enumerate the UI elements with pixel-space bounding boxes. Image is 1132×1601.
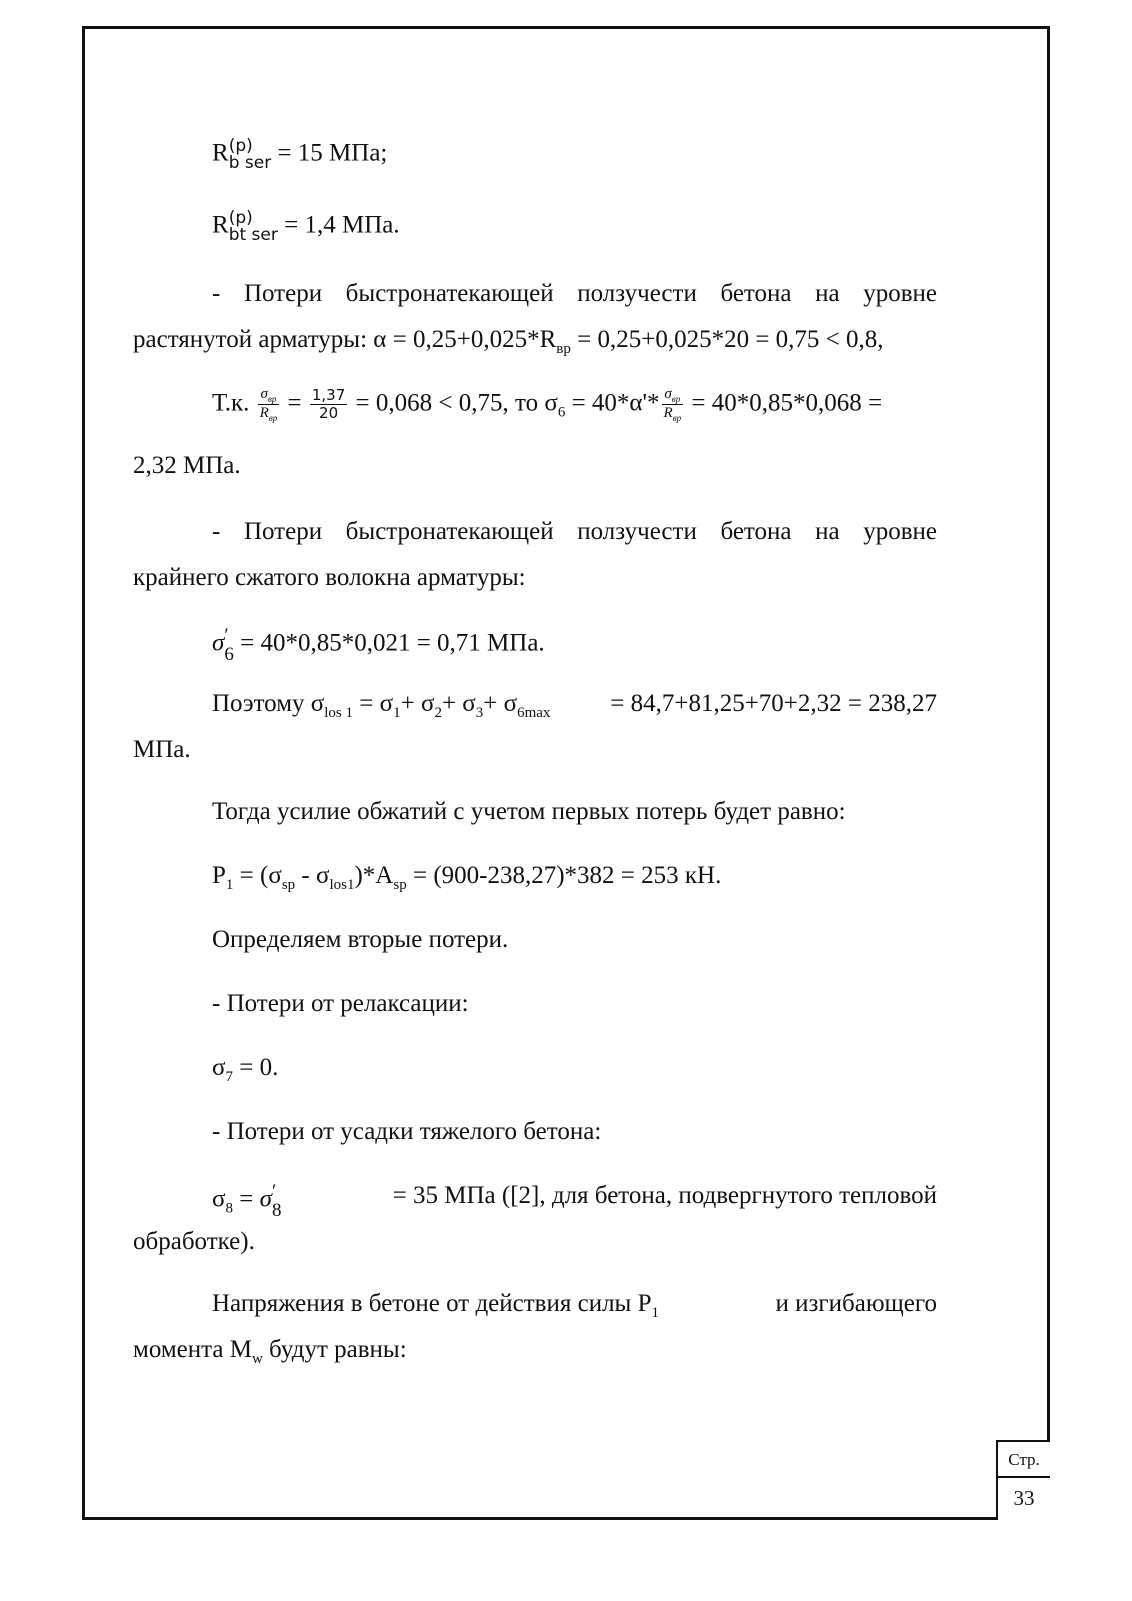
subscript: 6max [517,705,551,721]
text-span: = (900-238,27)*382 = 253 кН. [406,862,722,889]
formula-subscript: 6 [224,644,234,665]
formula-left [212,690,550,722]
formula-p1 [212,862,721,894]
text-span: момента M [133,1336,252,1363]
formula-symbol: σ [212,629,225,657]
subscript: 2 [434,705,442,721]
subscript: 6 [557,404,566,421]
text-span: σ [212,1054,226,1081]
fraction-numeric [310,387,347,423]
subscript: los 1 [324,705,354,721]
subscript: вр [671,394,681,404]
text-span: = 40*α'* [565,389,660,417]
fraction-denominator: R [259,405,269,422]
text-span: будут равны: [262,1336,407,1363]
paragraph-line: - Потери быстронатекающей ползучести бетона на уровне [212,280,937,307]
text-span: )*A [354,862,394,889]
formula-indices [224,626,234,664]
subscript: вр [268,413,278,424]
text-span: P [212,862,226,889]
fraction-sigma-r [662,386,684,424]
text-span: Напряжения в бетоне от действия силы P [212,1290,652,1317]
subscript: 8 [225,1200,233,1217]
text-span: = [232,1185,260,1213]
paragraph-line: обработке). [133,1228,255,1255]
formula-subscript: b ser [228,153,272,173]
fraction-numerator: σ [260,386,268,402]
paragraph-line [133,1336,407,1368]
formula-value: = 1,4 МПа. [277,211,400,239]
prime-mark: ′ [271,1181,277,1202]
page-number-stamp [996,1440,1050,1520]
formula-symbol: R [212,211,229,239]
text-span: σ [212,1185,226,1213]
text-left [212,1290,659,1322]
subscript: 3 [475,705,484,721]
paragraph-line [212,1290,937,1322]
formula-symbol: σ [259,1185,272,1213]
subscript: вр [267,394,277,404]
paragraph-line: Определяем вторые потери. [212,926,509,953]
formula-line-sigma6 [212,386,937,424]
text-span: = 0,068 < 0,75, то σ [349,389,558,417]
subscript: вр [556,341,571,357]
page-number: 33 [1013,1486,1035,1510]
formula-sigma7 [212,1054,278,1086]
subscript: sp [393,877,407,893]
paragraph-line: Тогда усилие обжатий с учетом первых потерь будет равно: [212,798,846,825]
text-span: + σ [483,690,518,717]
formula-indices [229,210,278,244]
text-span: = (σ [233,862,282,889]
formula-sigma-los1 [212,690,937,722]
paragraph-line: 2,32 МПа. [133,452,241,479]
text-span: Т.к. [212,389,256,417]
formula-symbol: R [212,139,229,167]
formula-indices [229,138,272,172]
formula-value: = 15 МПа; [271,139,388,167]
formula-value: = 40*0,85*0,021 = 0,71 МПа. [233,629,545,657]
text-span: = 84,7+81,25+70+2,32 = 238,27 [610,690,937,717]
formula-rb-ser [212,138,387,172]
formula-superscript: (p) [228,208,253,228]
text-span: + σ [441,690,476,717]
subscript: 1 [225,877,234,893]
text-span: Поэтому σ [212,690,325,717]
subscript: sp [281,877,296,893]
formula-sigma6-prime [212,626,545,664]
subscript: 1 [393,705,401,721]
formula-rbt-ser [212,210,400,244]
fraction-denominator: R [663,405,673,422]
formula-superscript: (p) [228,136,253,156]
formula-sigma8 [212,1182,937,1220]
paragraph-line: крайнего сжатого волокна арматуры: [133,564,526,591]
paragraph-line: - Потери от релаксации: [212,990,469,1017]
text-span: + σ [400,690,435,717]
subscript: w [251,1351,263,1367]
text-span: = [281,389,308,417]
text-span: = σ [353,690,394,717]
text-span: и изгибающего [775,1290,937,1317]
paragraph-line: - Потери от усадки тяжелого бетона: [212,1118,602,1145]
paragraph-line: - Потери быстронатекающей ползучести бетона на уровне [212,518,937,545]
formula-subscript: bt ser [228,225,278,245]
formula-subscript: 8 [271,1200,282,1221]
paragraph-line: МПа. [133,736,191,763]
fraction-numerator: σ [664,386,672,402]
subscript: вр [672,413,682,424]
prime-mark: ′ [224,625,229,646]
fraction-sigma-r [258,386,280,424]
paragraph-line [133,326,884,358]
text-span: = 0,25+0,025*20 = 0,75 < 0,8, [570,326,884,353]
text-span: растянутой арматуры: α = 0,25+0,025*R [133,326,557,353]
fraction-denominator: 20 [319,404,339,423]
formula-left [212,1182,281,1220]
text-span: = 0. [232,1054,279,1081]
text-span: - σ [295,862,330,889]
subscript: los1 [329,877,355,893]
text-span: = 40*0,85*0,068 = [685,389,883,417]
formula-indices [272,1182,282,1220]
page-label: Стр. [998,1442,1050,1478]
text-span: = 35 МПа ([2], для бетона, подвергнутого тепловой [392,1182,937,1209]
subscript: 1 [651,1305,660,1321]
fraction-numerator: 1,37 [311,386,346,405]
subscript: 7 [225,1069,233,1085]
